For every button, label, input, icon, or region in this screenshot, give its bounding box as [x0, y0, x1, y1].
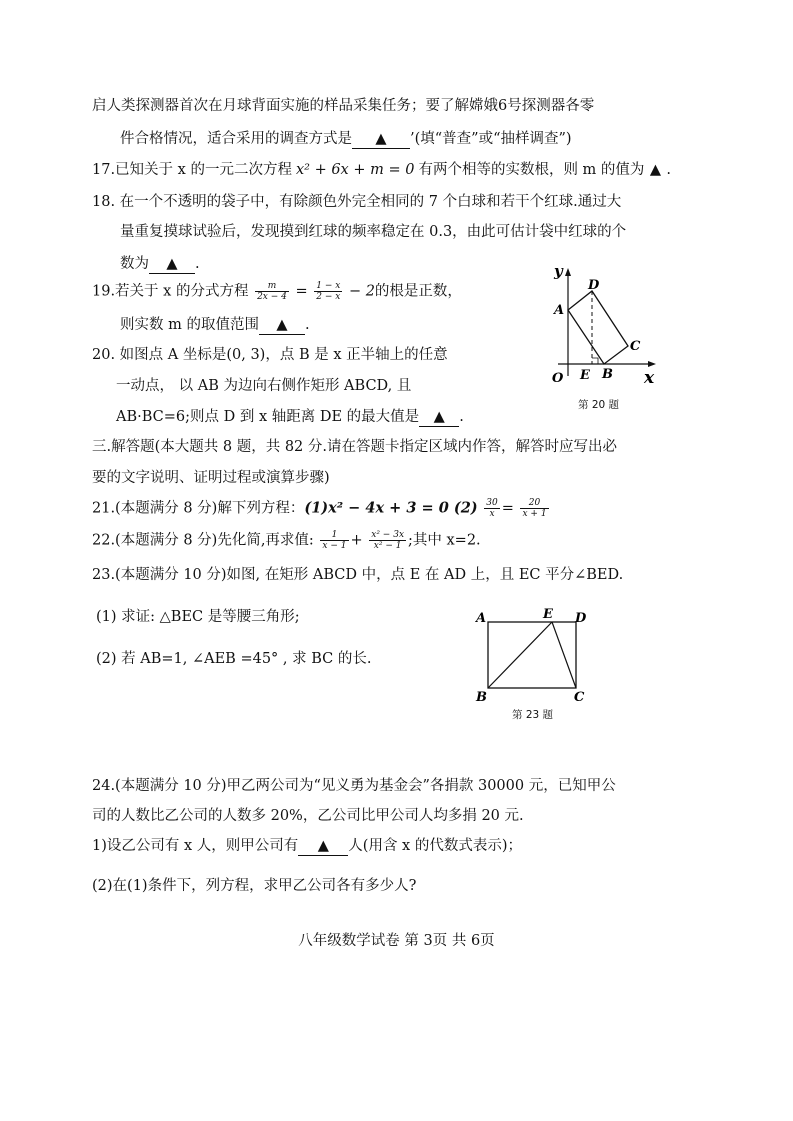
question-19: 19.若关于 x 的分式方程 $\frac{m}{2x - 4}$ = $\frac{1 - x}{2 - x}$ − 2的根是正数，	[92, 281, 462, 302]
fraction: $\frac{20}{x + 1}$	[522, 498, 547, 519]
label-D: D	[588, 278, 600, 293]
text-line: (2) 若 AB=1, ∠AEB =45° , 求 BC 的长.	[96, 651, 372, 667]
figure-23	[472, 604, 592, 704]
question-20: 20. 如图点 A 坐标是(0, 3)，点 B 是 x 正半轴上的任意	[92, 347, 448, 363]
label-E: E	[543, 607, 553, 622]
figure-20	[540, 260, 670, 390]
question-24: 24.(本题满分 10 分)甲乙两公司为“见义勇为基金会”各捐款 30000 元，已知甲公	[92, 778, 616, 794]
text-line: 司的人数比乙公司的人数多 20%，乙公司比甲公司人均多捐 20 元.	[92, 808, 524, 824]
text-line: 件合格情况，适合采用的调查方式是 ▲ ’(填“普查”或“抽样调查”)	[120, 131, 572, 147]
label-A: A	[554, 303, 565, 318]
fraction: $\frac{1}{x - 1}$	[322, 530, 347, 551]
text-line: AB·BC=6;则点 D 到 x 轴距离 DE 的最大值是 ▲ .	[116, 409, 464, 425]
fraction: $\frac{\text{x² − 3x}}{\text{x² − 1}}$	[371, 530, 405, 551]
answer-blank: ▲	[298, 837, 348, 856]
answer-blank: ▲	[649, 162, 661, 178]
question-17: 17.已知关于 x 的一元二次方程 x² + 6x + m = 0 有两个相等的实数根，则 m 的值为 ▲ .	[92, 162, 672, 178]
fraction: $\frac{30}{x}$	[486, 498, 498, 519]
answer-blank: ▲	[352, 130, 410, 149]
label-B: B	[602, 367, 613, 382]
question-21: 21.(本题满分 8 分)解下列方程：(1)x² − 4x + 3 = 0 (2) $\frac{30}{x}$ = $\frac{20}{x + 1}$	[92, 498, 547, 519]
question-18: 18. 在一个不透明的袋子中，有除颜色外完全相同的 7 个白球和若干个红球.通过大	[92, 194, 622, 210]
figure-caption: 第 23 题	[512, 709, 554, 721]
answer-blank: ▲	[149, 255, 195, 274]
text-line: 1)设乙公司有 x 人，则甲公司有 ▲ 人(用含 x 的代数式表示)；	[92, 838, 522, 854]
section-heading: 三.解答题(本大题共 8 题，共 82 分.请在答题卡指定区域内作答，解答时应写出必	[92, 439, 617, 455]
fraction: $\frac{m}{2x - 4}$	[257, 281, 287, 302]
axis-label-y: y	[554, 262, 563, 280]
label-B: B	[476, 690, 487, 704]
text-line: (2)在(1)条件下，列方程，求甲乙公司各有多少人?	[92, 878, 417, 894]
text-line: 启人类探测器首次在月球背面实施的样品采集任务；要了解嫦娥6号探测器各零	[92, 98, 595, 114]
text-line: (1) 求证: △BEC 是等腰三角形;	[96, 609, 300, 625]
label-A: A	[476, 611, 487, 626]
answer-blank: ▲	[259, 316, 305, 335]
label-C: C	[630, 339, 641, 354]
label-E: E	[580, 368, 590, 383]
page-footer: 八年级数学试卷 第 3页 共 6页	[298, 933, 495, 949]
text-line: 量重复摸球试验后，发现摸到红球的频率稳定在 0.3，由此可估计袋中红球的个	[120, 224, 627, 240]
label-C: C	[574, 690, 585, 704]
text-line: 数为 ▲ .	[120, 256, 200, 272]
figure-caption: 第 20 题	[578, 399, 620, 411]
text-line: 要的文字说明、证明过程或演算步骤)	[92, 470, 330, 486]
fraction: $\frac{1 - x}{2 - x}$	[316, 281, 341, 302]
label-O: O	[552, 371, 564, 386]
label-D: D	[575, 611, 587, 626]
question-23: 23.(本题满分 10 分)如图, 在矩形 ABCD 中，点 E 在 AD 上，且 EC 平分∠BED.	[92, 567, 624, 583]
text-line: 则实数 m 的取值范围 ▲ .	[120, 317, 310, 333]
answer-blank: ▲	[419, 408, 459, 427]
question-22: 22.(本题满分 8 分)先化简,再求值: $\frac{1}{x - 1}$ + $\frac{\text{x² − 3x}}{\text{x² − 1}}$ ;其中 x=2.	[92, 530, 481, 551]
axis-label-x: x	[644, 368, 655, 388]
text-line: 一动点， 以 AB 为边向右侧作矩形 ABCD, 且	[116, 378, 412, 394]
